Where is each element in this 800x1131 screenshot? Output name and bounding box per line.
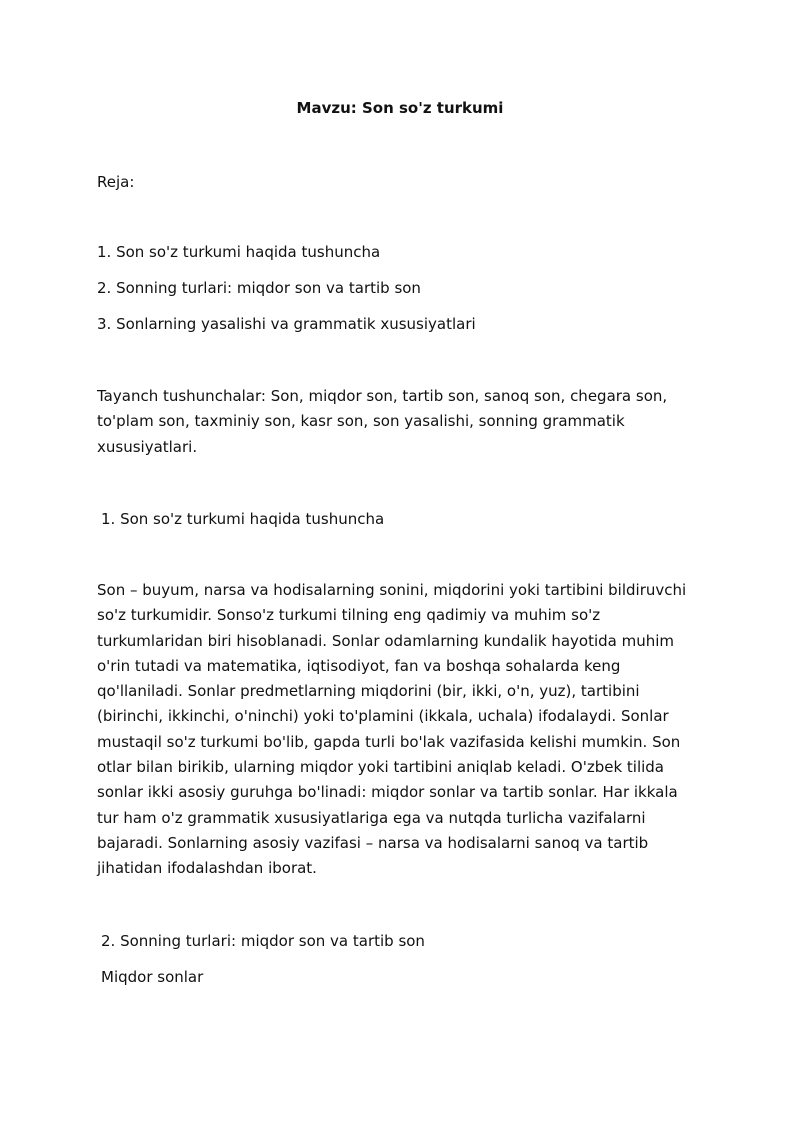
document-title: Mavzu: Son so'z turkumi (296, 99, 504, 117)
paragraph-line: mustaqil so'z turkumi bo'lib, gapda turli bo'lak vazifasida kelishi mumkin. Son (97, 732, 681, 751)
section-heading: 2. Sonning turlari: miqdor son va tartib son (101, 932, 425, 950)
paragraph-line: tur ham o'z grammatik xususiyatlariga ega va nutqda turlicha vazifalarni (97, 808, 646, 827)
key-terms-paragraph (97, 384, 717, 460)
paragraph-line: (birinchi, ikkinchi, o'ninchi) yoki to'plamini (ikkala, uchala) ifodalaydi. Sonlar (97, 707, 669, 726)
paragraph-line: qo'llaniladi. Sonlar predmetlarning miqdorini (bir, ikki, o'n, yuz), tartibini (97, 682, 640, 701)
paragraph-line: so'z turkumidir. Sonso'z turkumi tilning eng qadimiy va muhim so'z (97, 606, 601, 625)
paragraph-line: jihatidan ifodalashdan iborat. (97, 859, 317, 878)
section1-paragraph (97, 578, 717, 882)
paragraph-line: sonlar ikki asosiy guruhga bo'linadi: miqdor sonlar va tartib sonlar. Har ikkala (97, 783, 678, 802)
paragraph-line: Tayanch tushunchalar: Son, miqdor son, tartib son, sanoq son, chegara son, (97, 387, 668, 405)
plan-item: 1. Son so'z turkumi haqida tushuncha (97, 243, 381, 261)
plan-item: 3. Sonlarning yasalishi va grammatik xususiyatlari (97, 315, 476, 333)
plan-item: 2. Sonning turlari: miqdor son va tartib son (97, 279, 421, 297)
paragraph-line: Son – buyum, narsa va hodisalarning sonini, miqdorini yoki tartibini bildiruvchi (97, 581, 687, 599)
paragraph-line: o'rin tutadi va matematika, iqtisodiyot, fan va boshqa sohalarda keng (97, 656, 621, 675)
paragraph-line: turkumlaridan biri hisoblanadi. Sonlar odamlarning kundalik hayotida muhim (97, 631, 675, 650)
paragraph-line: xususiyatlari. (97, 437, 198, 456)
section-heading: 1. Son so'z turkumi haqida tushuncha (101, 510, 385, 528)
paragraph-line: bajaradi. Sonlarning asosiy vazifasi – narsa va hodisalarni sanoq va tartib (97, 833, 649, 852)
subsection-heading: Miqdor sonlar (101, 968, 204, 986)
paragraph-line: otlar bilan birikib, ularning miqdor yoki tartibini aniqlab keladi. O'zbek tilida (97, 758, 664, 777)
paragraph-line: to'plam son, taxminiy son, kasr son, son yasalishi, sonning grammatik (97, 412, 625, 431)
plan-label: Reja: (97, 173, 135, 191)
